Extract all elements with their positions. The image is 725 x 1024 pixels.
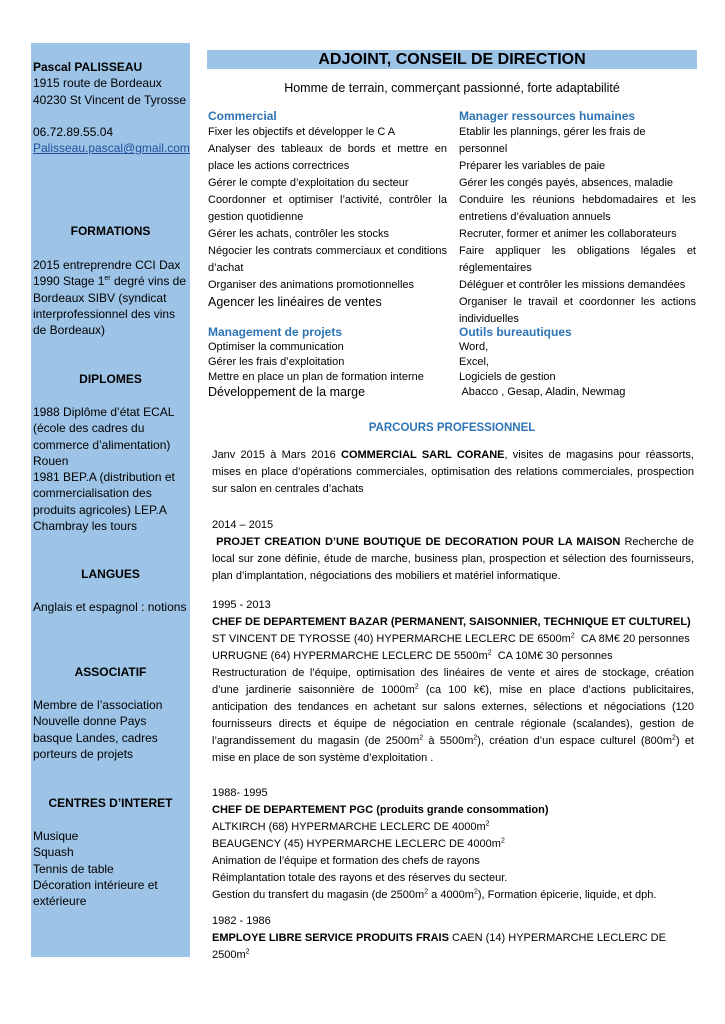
- skill-item: Conduire les réunions hebdomadaires et les entretiens d’évaluation annuels: [459, 194, 696, 223]
- experience-date: 1988- 1995: [212, 787, 268, 799]
- skill-item: Mettre en place un plan de formation interne: [208, 371, 424, 383]
- diplome-2: 1981 BEP.A (distribution et commercialisation des produits agricoles) LEP.A Chambray les tours: [33, 470, 175, 534]
- centre-item: Tennis de table: [33, 861, 114, 876]
- commercial-heading: Commercial: [208, 109, 277, 123]
- skill-item: Négocier les contrats commerciaux et conditions d’achat: [208, 245, 447, 274]
- skill-item: Développement de la marge: [208, 385, 366, 399]
- centre-item: Décoration intérieure et extérieure: [33, 877, 158, 909]
- rh-section: [459, 109, 696, 328]
- experience-description: Recherche de local sur zone définie, étude de marche, business plan, prospection et sélection des fournisseurs, plan d’implantation, négociations des mobiliers et matériel informatique.: [212, 536, 694, 582]
- experience-date: 1982 - 1986: [212, 915, 271, 927]
- candidate-name: Pascal PALISSEAU: [33, 60, 143, 74]
- experience-description: , visites de magasins pour réassorts, mises en place d’opérations commerciales, optimisation des relations commerciales, prospection sur salon en centrales d’achats: [212, 449, 694, 495]
- page-subtitle: Homme de terrain, commerçant passionné, forte adaptabilité: [284, 81, 620, 95]
- contact-block: [33, 59, 191, 156]
- experience-company: COMMERCIAL SARL CORANE: [341, 449, 505, 461]
- skill-item: Etablir les plannings, gérer les frais de personnel: [459, 126, 646, 155]
- skill-item: Déléguer et contrôler les missions demandées: [459, 279, 686, 291]
- outils-heading: Outils bureautiques: [459, 325, 572, 339]
- experience-date: 1995 - 2013: [212, 599, 271, 611]
- skill-item: Optimiser la communication: [208, 341, 344, 353]
- formations-text: [33, 257, 189, 338]
- skill-item: Coordonner et optimiser l’activité, contrôler la gestion quotidienne: [208, 194, 447, 223]
- skill-item: Gérer les congés payés, absences, maladie: [459, 177, 674, 189]
- address-line-1: 1915 route de Bordeaux: [33, 76, 162, 91]
- skill-item: Excel,: [459, 356, 489, 368]
- skill-item: Analyser des tableaux de bords et mettre en place les actions correctrices: [208, 143, 447, 172]
- skill-item: Organiser des animations promotionnelles: [208, 279, 415, 291]
- associatif-heading: ASSOCIATIF: [74, 665, 147, 679]
- experience-title: PROJET CREATION D’UNE BOUTIQUE DE DECORATION POUR LA MAISON: [212, 536, 621, 548]
- experience-date: 2014 – 2015: [212, 519, 274, 531]
- skill-item: Recruter, former et animer les collaborateurs: [459, 228, 677, 240]
- experience-title: CHEF DE DEPARTEMENT BAZAR (PERMANENT, SAISONNIER, TECHNIQUE ET CULTUREL): [212, 616, 691, 628]
- centres-list: [33, 828, 183, 909]
- skill-item: Abacco , Gesap, Aladin, Newmag: [459, 386, 626, 398]
- skill-item: Agencer les linéaires de ventes: [208, 295, 382, 309]
- experience-store: ST VINCENT DE TYROSSE (40) HYPERMARCHE LECLERC DE $6500m^2$ CA 8M€ 20 personnes: [212, 632, 690, 645]
- skill-item: Gérer les frais d’exploitation: [208, 356, 345, 368]
- langues-heading: LANGUES: [81, 567, 140, 581]
- experience-store: CAEN (14) HYPERMARCHE LECLERC DE 2500m: [212, 932, 666, 961]
- experience-store: BEAUGENCY (45) HYPERMARCHE LECLERC DE $4000m^2$: [212, 837, 505, 850]
- page-title: ADJOINT, CONSEIL DE DIRECTION: [207, 50, 697, 69]
- experience-title: CHEF DE DEPARTEMENT PGC (produits grande consommation): [212, 804, 549, 816]
- langues-text: Anglais et espagnol : notions: [33, 600, 187, 614]
- skill-item: Faire appliquer les obligations légales et réglementaires: [459, 245, 696, 274]
- skill-item: Logiciels de gestion: [459, 371, 556, 383]
- formation-1: 2015 entreprendre CCI Dax: [33, 258, 181, 272]
- experience-4: [212, 785, 694, 904]
- diplomes-heading: DIPLOMES: [79, 372, 142, 386]
- experience-1: [212, 447, 694, 498]
- experience-description: Gestion du transfert du magasin (de $2500m^2$ a $4000m^2$), Formation épicerie, liquide, et dph.: [212, 888, 657, 901]
- phone-number: 06.72.89.55.04: [33, 124, 114, 139]
- experience-date: Janv 2015 à Mars 2016: [212, 449, 341, 461]
- projets-heading: Management de projets: [208, 325, 343, 339]
- associatif-text: Membre de l’association Nouvelle donne Pays basque Landes, cadres porteurs de projets: [33, 698, 163, 761]
- experience-3: [212, 597, 694, 767]
- outils-section: [459, 325, 696, 400]
- skill-item: Préparer les variables de paie: [459, 160, 606, 172]
- experience-title: EMPLOYE LIBRE SERVICE PRODUITS FRAIS: [212, 932, 449, 944]
- centres-heading: CENTRES D’INTERET: [48, 796, 173, 810]
- centre-item: Musique: [33, 829, 79, 843]
- projets-section: [208, 325, 453, 400]
- formation-2: 1990 Stage 1er degré vins de Bordeaux SIBV (syndicat interprofessionnel des vins de Bordeaux): [33, 274, 187, 338]
- centre-item: Squash: [33, 845, 74, 860]
- skill-item: Gérer les achats, contrôler les stocks: [208, 228, 389, 240]
- email-link[interactable]: Palisseau.pascal@gmail.com: [33, 141, 190, 156]
- experience-2: [212, 517, 694, 585]
- parcours-heading: PARCOURS PROFESSIONNEL: [368, 422, 536, 434]
- formations-heading: FORMATIONS: [70, 224, 151, 238]
- commercial-section: [208, 109, 447, 311]
- experience-store: ALTKIRCH (68) HYPERMARCHE LECLERC DE $4000m^2$: [212, 820, 490, 833]
- skill-item: Word,: [459, 341, 489, 353]
- rh-heading: Manager ressources humaines: [459, 109, 636, 123]
- experience-description: Réimplantation totale des rayons et des réserves du secteur.: [212, 872, 508, 884]
- skill-item: Gérer le compte d’exploitation du secteur: [208, 177, 409, 189]
- experience-description: Animation de l’équipe et formation des chefs de rayons: [212, 855, 480, 867]
- experience-store: URRUGNE (64) HYPERMARCHE LECLERC DE $5500m^2$ CA 10M€ 30 personnes: [212, 649, 613, 662]
- experience-5: 1982 - 1986 EMPLOYE LIBRE SERVICE PRODUITS FRAIS CAEN (14) HYPERMARCHE LECLERC DE $2500m^2$: [212, 913, 694, 964]
- diplome-1: 1988 Diplôme d’état ECAL (école des cadres du commerce d’alimentation) Rouen: [33, 405, 174, 468]
- skill-item: Organiser le travail et coordonner les actions individuelles: [459, 296, 696, 325]
- address-line-2: 40230 St Vincent de Tyrosse: [33, 92, 186, 107]
- experience-description: Restructuration de l’équipe, optimisation des linéaires de vente et aires de stockage, création d’une jardinerie saisonnière de $1000m^2$ (ca 100 k€), mise en place d’actions publicitaires, anticipation des tendances en achetant sur salons externes, sélections et négociations (120 fournisseurs directs et équipe de négociation en centrale régionale (scalandes), gestion de l’agrandissement du magasin (de $2500m^2$ à $5500m^2$), création d’un espace culturel $(800m^2)$ et mise en place de son système d’exploitation .: [212, 667, 694, 764]
- diplomes-text: [33, 404, 189, 534]
- skill-item: Fixer les objectifs et développer le C A: [208, 126, 396, 138]
